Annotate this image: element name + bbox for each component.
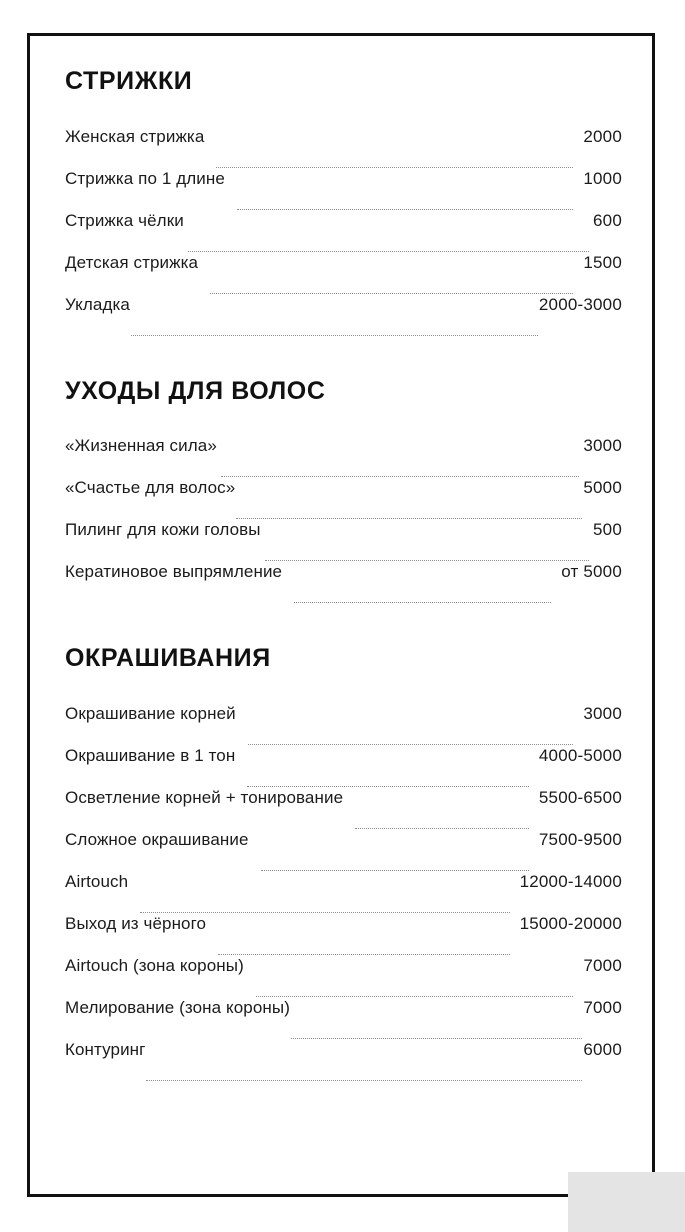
price-row — [65, 170, 622, 212]
price-row — [65, 831, 622, 873]
leader-dots — [218, 954, 509, 955]
service-price: от 5000 — [561, 562, 622, 581]
price-row — [65, 789, 622, 831]
price-row — [65, 747, 622, 789]
leader-dots — [188, 251, 589, 252]
service-price: 500 — [593, 520, 622, 539]
service-price: 12000-14000 — [519, 871, 622, 891]
service-price: 5000 — [583, 478, 622, 497]
leader-dots — [210, 293, 573, 294]
leader-dots — [265, 560, 589, 561]
leader-dots — [237, 209, 573, 210]
price-row-group — [65, 437, 622, 605]
leader-dots — [221, 476, 580, 477]
service-name: Кератиновое выпрямление — [65, 562, 283, 581]
section-hair-care — [65, 378, 622, 606]
section-coloring — [65, 645, 622, 1083]
price-row — [65, 1041, 622, 1083]
leader-dots — [216, 167, 573, 168]
service-name: Пилинг для кожи головы — [65, 520, 261, 539]
leader-dots — [294, 602, 551, 603]
price-row — [65, 705, 622, 747]
service-price: 5500-6500 — [538, 787, 622, 807]
service-name: «Жизненная сила» — [65, 436, 217, 455]
price-row-group — [65, 705, 622, 1083]
leader-dots — [248, 744, 574, 745]
service-price: 3000 — [583, 703, 622, 723]
leader-dots — [146, 1080, 582, 1081]
service-name: Окрашивание корней — [65, 703, 236, 723]
price-row — [65, 437, 622, 479]
price-row — [65, 563, 622, 605]
price-list-content — [65, 68, 622, 1083]
price-row — [65, 254, 622, 296]
service-price: 7500-9500 — [538, 829, 622, 849]
price-row-group — [65, 128, 622, 338]
service-name: Контуринг — [65, 1039, 146, 1059]
service-name: Стрижка по 1 длине — [65, 168, 225, 188]
service-name: Airtouch — [65, 871, 129, 891]
price-row — [65, 999, 622, 1041]
price-row — [65, 915, 622, 957]
service-price: 7000 — [583, 955, 622, 975]
price-row — [65, 957, 622, 999]
service-price: 600 — [593, 210, 622, 230]
section-title: СТРИЖКИ — [65, 67, 193, 95]
service-price: 2000-3000 — [538, 294, 622, 314]
price-row — [65, 521, 622, 563]
service-price: 15000-20000 — [519, 913, 622, 933]
leader-dots — [140, 912, 509, 913]
leader-dots — [291, 1038, 582, 1039]
service-name: Airtouch (зона короны) — [65, 955, 244, 975]
section-title: УХОДЫ ДЛЯ ВОЛОС — [65, 376, 326, 405]
leader-dots — [236, 518, 582, 519]
service-price: 3000 — [583, 436, 622, 455]
service-name: Осветление корней + тонирование — [65, 787, 344, 807]
price-row — [65, 873, 622, 915]
service-price: 1000 — [583, 168, 622, 188]
service-name: Окрашивание в 1 тон — [65, 745, 236, 765]
section-title: ОКРАШИВАНИЯ — [65, 644, 271, 672]
service-name: Женская стрижка — [65, 126, 205, 146]
section-haircuts — [65, 68, 622, 338]
leader-dots — [256, 996, 574, 997]
service-name: Сложное окрашивание — [65, 829, 249, 849]
service-price: 7000 — [583, 997, 622, 1017]
service-name: Стрижка чёлки — [65, 210, 184, 230]
service-price: 6000 — [583, 1039, 622, 1059]
leader-dots — [355, 828, 529, 829]
service-name: «Счастье для волос» — [65, 478, 236, 497]
leader-dots — [247, 786, 529, 787]
service-price: 1500 — [583, 252, 622, 272]
corner-accent-block — [568, 1172, 685, 1232]
leader-dots — [131, 335, 538, 336]
leader-dots — [261, 870, 529, 871]
service-name: Детская стрижка — [65, 252, 199, 272]
service-price: 2000 — [583, 126, 622, 146]
price-row — [65, 296, 622, 338]
service-name: Укладка — [65, 294, 130, 314]
price-row — [65, 479, 622, 521]
price-row — [65, 128, 622, 170]
price-row — [65, 212, 622, 254]
service-name: Выход из чёрного — [65, 913, 207, 933]
price-list-frame — [27, 33, 655, 1197]
service-price: 4000-5000 — [538, 745, 622, 765]
service-name: Мелирование (зона короны) — [65, 997, 290, 1017]
